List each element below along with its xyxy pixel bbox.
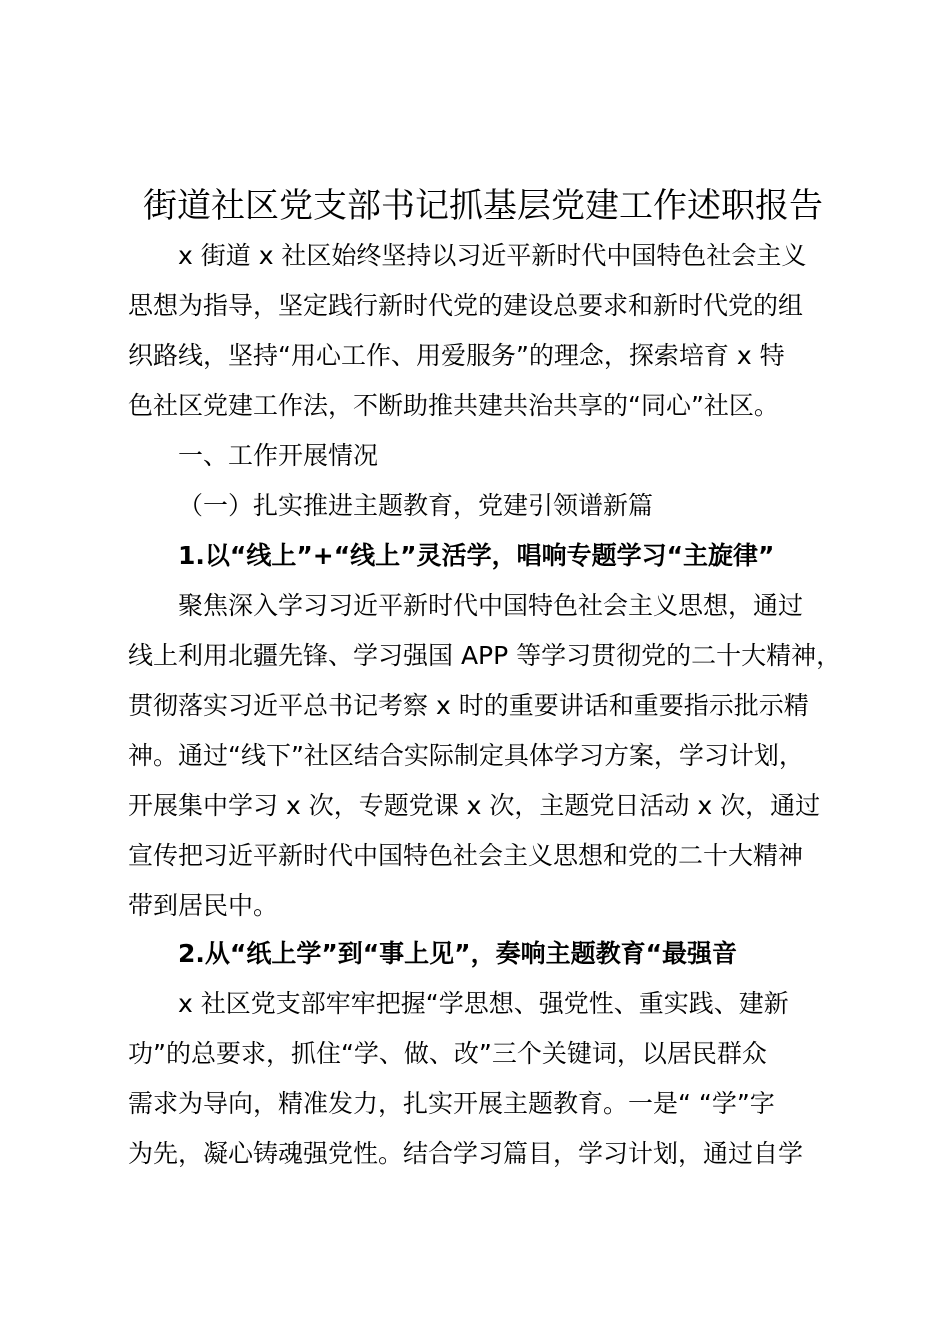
paragraph-line: 线上利用北疆先锋、学习强国 APP 等学习贯彻党的二十大精神，	[128, 641, 842, 670]
item-heading: 1.以“线上”+“线上”灵活学，唱响专题学习“主旋律”	[178, 541, 775, 570]
subsection-heading: （一）扎实推进主题教育，党建引领谱新篇	[178, 491, 654, 520]
paragraph-line: 为先，凝心铸魂强党性。结合学习篇目，学习计划，通过自学	[128, 1139, 804, 1168]
intro-line: 织路线，坚持“用心工作、用爱服务”的理念，探索培育 x 特	[128, 341, 785, 370]
paragraph-line: x 社区党支部牢牢把握“学思想、强党性、重实践、建新	[178, 989, 789, 1018]
paragraph-line: 聚焦深入学习习近平新时代中国特色社会主义思想，通过	[178, 591, 804, 620]
intro-line: 思想为指导，坚定践行新时代党的建设总要求和新时代党的组	[128, 291, 804, 320]
paragraph-line: 需求为导向，精准发力，扎实开展主题教育。一是“ “学”字	[128, 1089, 775, 1118]
paragraph-line: 贯彻落实习近平总书记考察 x 时的重要讲话和重要指示批示精	[128, 691, 809, 720]
document-title: 街道社区党支部书记抓基层党建工作述职报告	[143, 186, 823, 226]
paragraph-line: 宣传把习近平新时代中国特色社会主义思想和党的二十大精神	[128, 841, 804, 870]
intro-line: 色社区党建工作法，不断助推共建共治共享的“同心”社区。	[128, 391, 779, 420]
item-heading: 2.从“纸上学”到“事上见”，奏响主题教育“最强音	[178, 939, 738, 968]
intro-line: x 街道 x 社区始终坚持以习近平新时代中国特色社会主义	[178, 241, 807, 270]
paragraph-line: 带到居民中。	[128, 891, 279, 920]
paragraph-line: 功”的总要求，抓住“学、做、改”三个关键词，以居民群众	[128, 1039, 767, 1068]
paragraph-line: 开展集中学习 x 次，专题党课 x 次，主题党日活动 x 次，通过	[128, 791, 821, 820]
paragraph-line: 神。通过“线下”社区结合实际制定具体学习方案，学习计划，	[128, 741, 804, 770]
section-heading: 一、工作开展情况	[178, 441, 379, 470]
